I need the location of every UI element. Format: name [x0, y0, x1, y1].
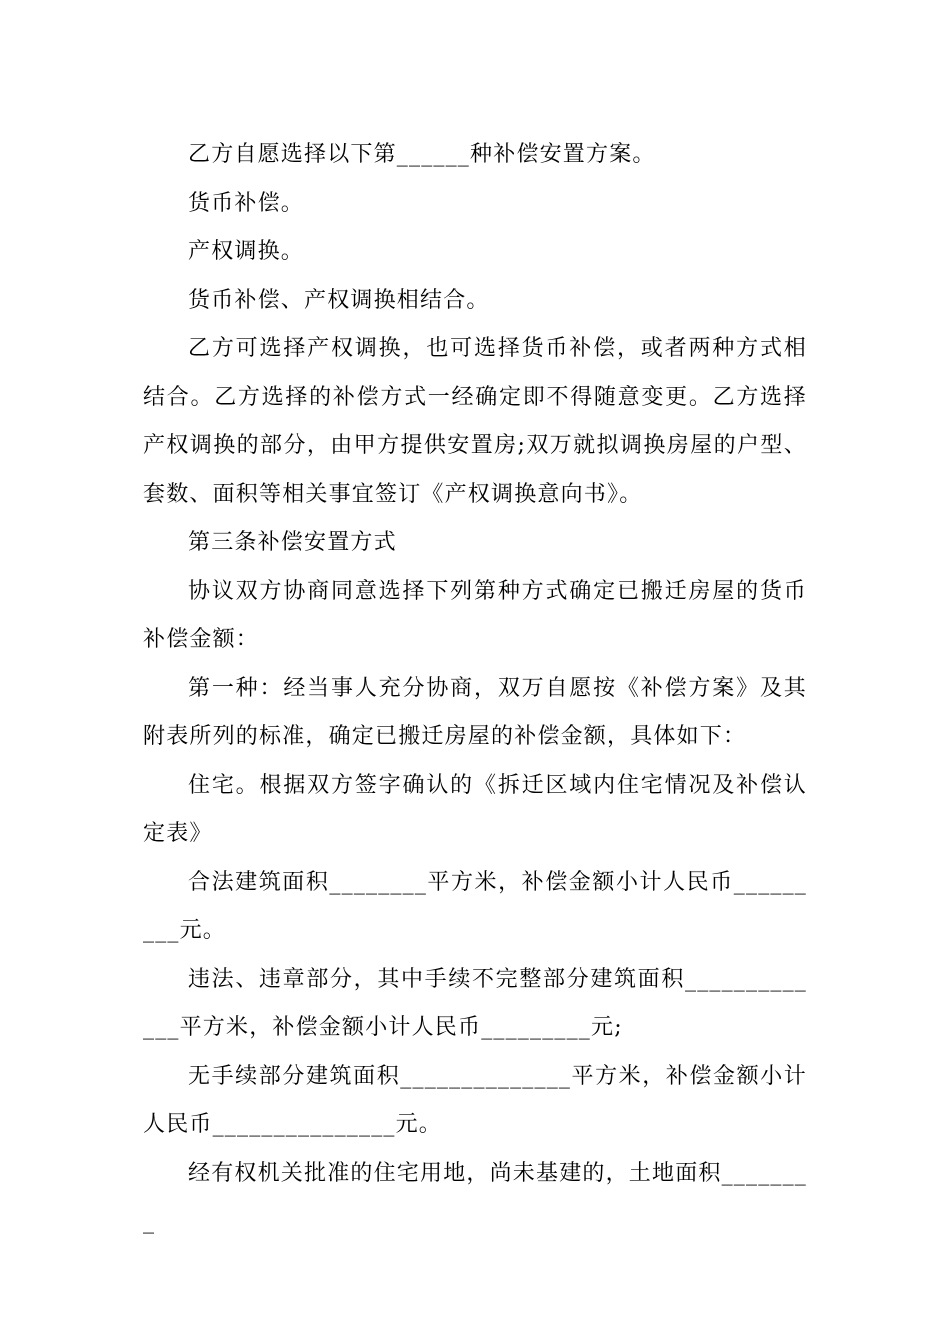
- paragraph-illegal-area: 违法、违章部分，其中手续不完整部分建筑面积_____________平方米，补偿金额小计人民币_________元;: [143, 966, 807, 1040]
- paragraph-approved-land: 经有权机关批准的住宅用地，尚未基建的，土地面积________: [143, 1160, 808, 1234]
- paragraph-option-cash: 货币补偿。: [188, 190, 305, 216]
- paragraph-method-agreement: 协议双方协商同意选择下列第种方式确定已搬迁房屋的货币补偿金额：: [143, 578, 807, 652]
- paragraph-scheme-choice: 乙方自愿选择以下第______种补偿安置方案。: [188, 142, 656, 167]
- paragraph-option-exchange: 产权调换。: [188, 239, 305, 264]
- document-body: [143, 131, 807, 1247]
- paragraph-exchange-terms: 乙方可选择产权调换，也可选择货币补偿，或者两种方式相结合。乙方选择的补偿方式一经确定即不得随意变更。乙方选择产权调换的部分，由甲方提供安置房;双万就拟调换房屋的户型、套数、面积等相关事宜签订《产权调换意向书》。: [143, 336, 807, 507]
- section-heading-article-3: 第三条补偿安置方式: [188, 530, 397, 555]
- paragraph-method-one: 第一种：经当事人充分协商，双万自愿按《补偿方案》及其附表所列的标准，确定已搬迁房屋的补偿金额，具体如下：: [143, 675, 807, 749]
- paragraph-residential: 住宅。根据双方签字确认的《拆迁区域内住宅情况及补偿认定表》: [143, 772, 807, 846]
- paragraph-option-combined: 货币补偿、产权调换相结合。: [188, 287, 490, 313]
- paragraph-no-permit-area: 无手续部分建筑面积______________平方米，补偿金额小计人民币_______________元。: [143, 1063, 807, 1137]
- paragraph-legal-area: 合法建筑面积________平方米，补偿金额小计人民币_________元。: [143, 869, 807, 943]
